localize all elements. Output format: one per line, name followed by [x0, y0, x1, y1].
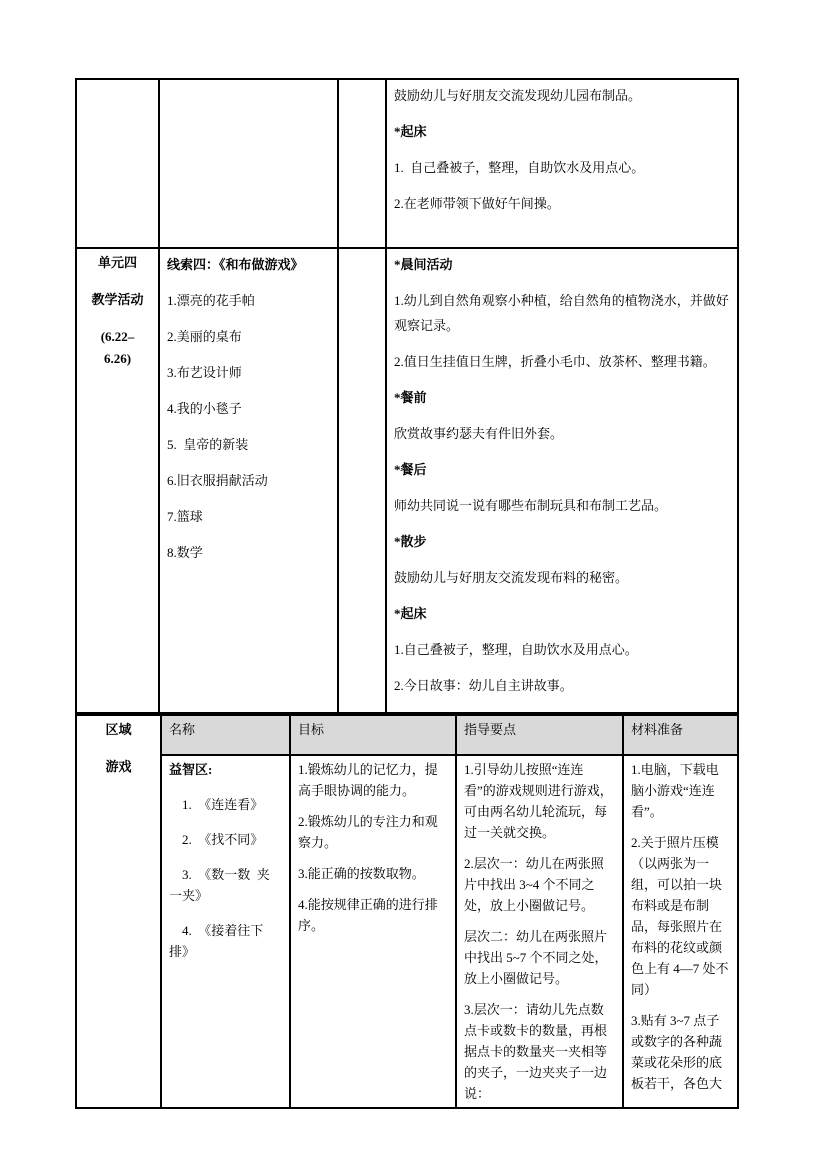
- clue-activities-cell: [159, 248, 338, 713]
- goal-paragraph: 2.锻炼幼儿的专注力和观察力。: [298, 814, 438, 850]
- clue-item: 6.旧衣服捐献活动: [167, 473, 268, 488]
- guide-paragraph: 层次二：幼儿在两张照片中找出 5~7 个不同之处，放上小圈做记号。: [464, 929, 608, 986]
- region-games-table: [75, 714, 739, 1109]
- goal-cell: [290, 755, 456, 1108]
- game-name-item: 2. 《找不同》: [169, 832, 264, 847]
- unit-name: 单元四: [97, 255, 137, 270]
- daily-activities-cell-top: [386, 79, 738, 248]
- guide-paragraph: 1.引导幼儿按照“连连看”的游戏规则进行游戏，可由两名幼儿轮流玩，每过一关就交换。: [464, 762, 613, 840]
- region-games-label-cell: [76, 715, 161, 1108]
- game-name-cell: [161, 755, 290, 1108]
- clue-item: 2.美丽的桌布: [167, 329, 242, 344]
- guide-points-cell: [456, 755, 623, 1108]
- activity-paragraph: 2.在老师带领下做好午间操。: [394, 196, 560, 211]
- game-name-item: 3. 《数一数 夹一夹》: [169, 867, 270, 903]
- activity-paragraph: 1. 自己叠被子，整理，自助饮水及用点心。: [394, 160, 645, 175]
- materials-cell: [623, 755, 738, 1108]
- clue-cell-empty: [159, 79, 338, 248]
- clue-item: 4.我的小毯子: [167, 401, 242, 416]
- guide-paragraph: 3.层次一：请幼儿先点数点卡或数卡的数量，再根据点卡的数量夹一夹相等的夹子，一边夹夹子一边说：: [464, 1002, 608, 1101]
- region-label-line2: 游戏: [105, 759, 132, 774]
- activity-heading: *起床: [394, 124, 427, 139]
- game-area-title: 益智区:: [169, 762, 213, 777]
- unit-date-line1: (6.22–: [100, 329, 135, 344]
- spacer-cell: [338, 79, 386, 248]
- activity-paragraph: 鼓励幼儿与好朋友交流发现幼儿园布制品。: [394, 88, 642, 103]
- column-header-name: 名称: [161, 715, 290, 755]
- goal-paragraph: 3.能正确的按数取物。: [298, 866, 425, 881]
- unit-date-line2: 6.26): [103, 351, 132, 366]
- clue-item: 8.数学: [167, 545, 203, 560]
- activity-paragraph: 师幼共同说一说有哪些布制玩具和布制工艺品。: [394, 498, 668, 513]
- activity-paragraph: 2.值日生挂值日生牌，折叠小毛巾、放茶杯、整理书籍。: [394, 354, 716, 369]
- activity-paragraph: 1.幼儿到自然角观察小种植，给自然角的植物浇水，并做好观察记录。: [394, 293, 729, 333]
- clue-item: 3.布艺设计师: [167, 365, 242, 380]
- activity-heading: *起床: [394, 606, 427, 621]
- daily-activities-cell: [386, 248, 738, 713]
- material-paragraph: 2.关于照片压模（以两张为一组，可以拍一块布料或是布制品，每张照片在布料的花纹或颜色上有 4—7 处不同）: [631, 835, 729, 997]
- game-name-item: 1. 《连连看》: [169, 797, 264, 812]
- activity-heading: *餐后: [394, 462, 427, 477]
- unit-cell-empty: [76, 79, 159, 248]
- activity-heading: *餐前: [394, 390, 427, 405]
- column-header-material: 材料准备: [623, 715, 738, 755]
- activity-paragraph: 欣赏故事约瑟夫有件旧外套。: [394, 426, 564, 441]
- column-header-guide: 指导要点: [456, 715, 623, 755]
- clue-item: 7.篮球: [167, 509, 203, 524]
- spacer-cell: [338, 248, 386, 713]
- material-paragraph: 1.电脑，下载电脑小游戏“连连看”。: [631, 762, 719, 819]
- clue-title: 线索四：《和布做游戏》: [167, 257, 304, 272]
- unit-type: 教学活动: [91, 292, 144, 307]
- activity-heading: *散步: [394, 534, 427, 549]
- material-paragraph: 3.贴有 3~7 点子或数字的各种蔬菜或花朵形的底板若干，各色大: [631, 1013, 723, 1091]
- activity-paragraph: 2.今日故事：幼儿自主讲故事。: [394, 678, 573, 693]
- clue-item: 5. 皇帝的新装: [167, 437, 249, 452]
- goal-paragraph: 4.能按规律正确的进行排序。: [298, 897, 438, 933]
- activity-paragraph: 鼓励幼儿与好朋友交流发现布料的秘密。: [394, 570, 629, 585]
- region-label-line1: 区域: [105, 722, 132, 737]
- activity-paragraph: 1.自己叠被子，整理，自助饮水及用点心。: [394, 642, 638, 657]
- teaching-plan-document: [75, 78, 739, 1109]
- goal-paragraph: 1.锻炼幼儿的记忆力，提高手眼协调的能力。: [298, 762, 438, 798]
- unit-label-cell: [76, 248, 159, 713]
- weekly-plan-table: [75, 78, 739, 714]
- column-header-goal: 目标: [290, 715, 456, 755]
- guide-paragraph: 2.层次一：幼儿在两张照片中找出 3~4 个不同之处，放上小圈做记号。: [464, 856, 604, 913]
- clue-item: 1.漂亮的花手帕: [167, 293, 255, 308]
- activity-heading: *晨间活动: [394, 257, 453, 272]
- game-name-item: 4. 《接着往下排》: [169, 923, 264, 959]
